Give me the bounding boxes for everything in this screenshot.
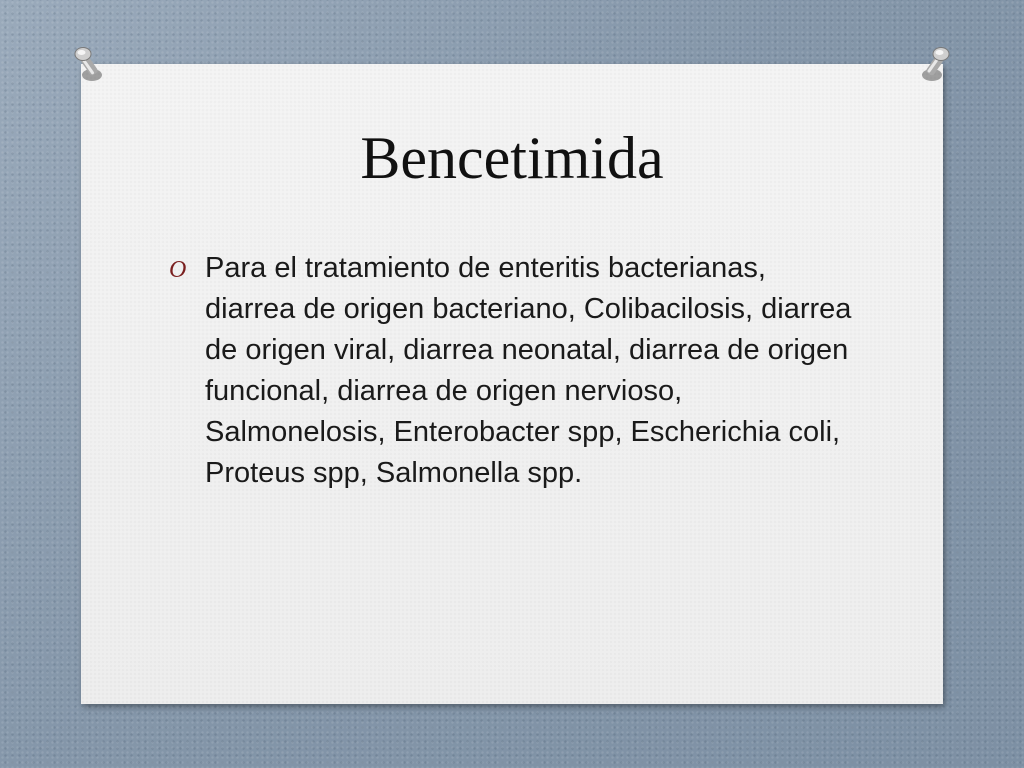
slide-title: Bencetimida <box>360 125 664 191</box>
bullet-text: Para el tratamiento de enteritis bacterianas, diarrea de origen bacteriano, Colibacilosis, diarrea de origen viral, diarrea neonatal, diarrea de origen funcional, diarrea de origen nervioso, Salmonelosis, Enterobacter spp, Escherichia coli, Proteus spp, Salmonella spp. <box>205 252 852 489</box>
bullet-item <box>165 248 855 494</box>
pushpin-icon <box>72 44 106 84</box>
pushpin-icon <box>918 44 952 84</box>
bullet-list <box>165 248 855 494</box>
bullet-marker: O <box>169 257 187 283</box>
